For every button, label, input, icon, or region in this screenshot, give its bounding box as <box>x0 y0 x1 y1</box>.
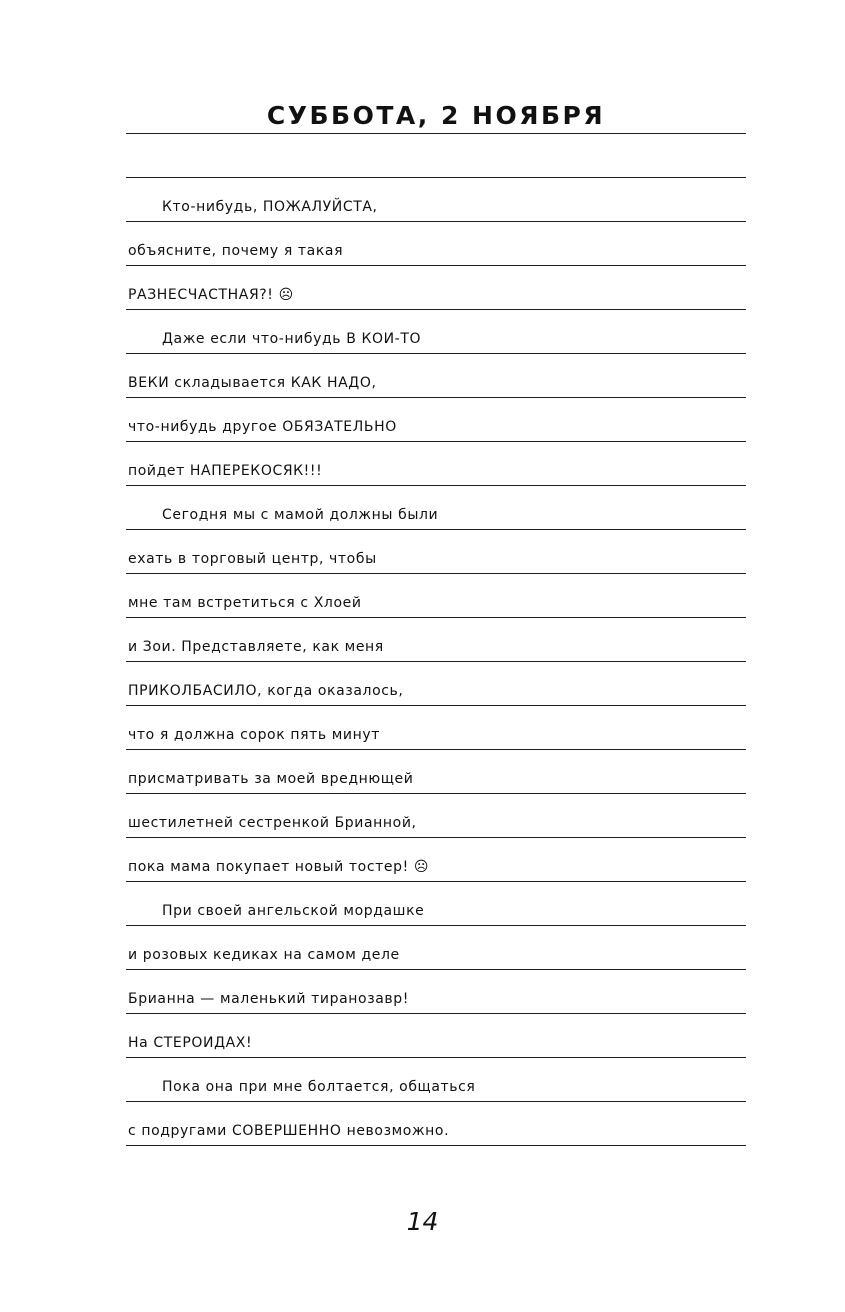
text-line: При своей ангельской мордашке <box>162 903 425 919</box>
text-line: Кто-нибудь, ПОЖАЛУЙСТА, <box>162 199 378 215</box>
text-line: мне там встретиться с Хлоей <box>128 595 362 611</box>
text-line: что я должна сорок пять минут <box>128 727 381 743</box>
ruled-line <box>126 177 746 178</box>
text-line: и розовых кедиках на самом деле <box>128 947 400 963</box>
text-line: с подругами СОВЕРШЕННО невозможно. <box>128 1123 450 1139</box>
text-line: На СТЕРОИДАХ! <box>128 1035 253 1051</box>
text-line: ехать в торговый центр, чтобы <box>128 551 377 567</box>
text-line: ПРИКОЛБАСИЛО, когда оказалось, <box>128 683 404 699</box>
text-line: РАЗНЕСЧАСТНАЯ?! ☹ <box>128 287 294 303</box>
text-line: ВЕКИ складывается КАК НАДО, <box>128 375 377 391</box>
text-line: Пока она при мне болтается, общаться <box>162 1079 476 1095</box>
text-line: Брианна — маленький тиранозавр! <box>128 991 409 1007</box>
text-line: шестилетней сестренкой Брианной, <box>128 815 417 831</box>
text-line: присматривать за моей вреднющей <box>128 771 414 787</box>
text-line: и Зои. Представляете, как меня <box>128 639 384 655</box>
ruled-line <box>126 133 746 134</box>
diary-date-heading: СУББОТА, 2 НОЯБРЯ <box>266 101 606 130</box>
text-line: объясните, почему я такая <box>128 243 344 259</box>
text-line: пойдет НАПЕРЕКОСЯК!!! <box>128 463 323 479</box>
page-number: 14 <box>406 1207 439 1236</box>
text-line: Даже если что-нибудь В КОИ-ТО <box>162 331 422 347</box>
text-line: Сегодня мы с мамой должны были <box>162 507 439 523</box>
text-line: что-нибудь другое ОБЯЗАТЕЛЬНО <box>128 419 397 435</box>
text-line: пока мама покупает новый тостер! ☹ <box>128 859 430 875</box>
